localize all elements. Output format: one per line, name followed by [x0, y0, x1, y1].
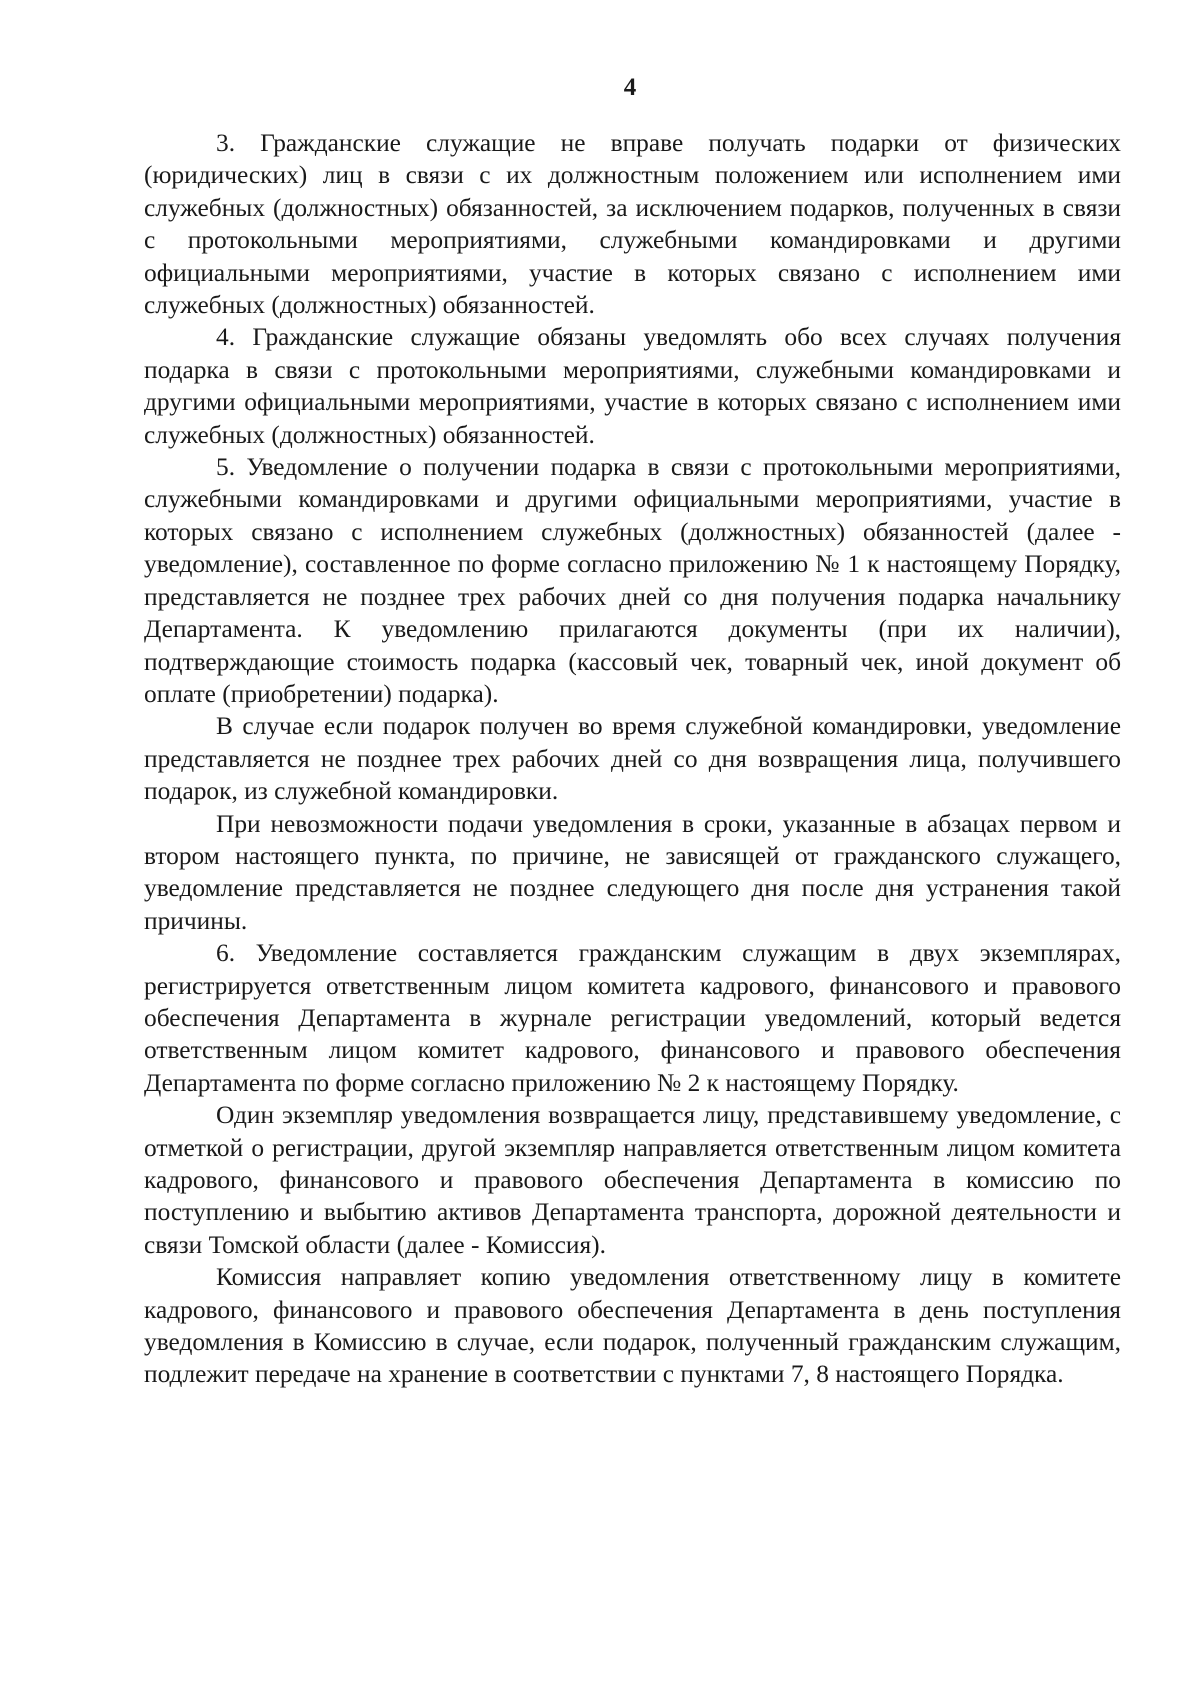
paragraph-item-6-commission: Комиссия направляет копию уведомления ответственному лицу в комитете кадрового, финансового и правового обеспечения Департамента в день поступления уведомления в Комиссию в случае, если подарок, полученный гражданским служащим, подлежит передаче на хранение в соответствии с пунктами 7, 8 настоящего Порядка.: [144, 1263, 1121, 1389]
paragraph-item-6: 6. Уведомление составляется гражданским служащим в двух экземплярах, регистрируется ответственным лицом комитета кадрового, финансового и правового обеспечения Департамента в журнале регистрации уведомлений, который ведется ответственным лицом комитет кадрового, финансового и правового обеспечения Департамента по форме согласно приложению № 2 к настоящему Порядку.: [144, 939, 1121, 1097]
paragraph-item-5-impossibility: При невозможности подачи уведомления в сроки, указанные в абзацах первом и втором настоящего пункта, по причине, не зависящей от гражданского служащего, уведомление представляется не позднее следующего дня после дня устранения такой причины.: [144, 809, 1121, 935]
paragraph-item-6-copies: Один экземпляр уведомления возвращается лицу, представившему уведомление, с отметкой о регистрации, другой экземпляр направляется ответственным лицом комитета кадрового, финансового и правового обеспечения Департамента в комиссию по поступлению и выбытию активов Департамента транспорта, дорожной деятельности и связи Томской области (далее - Комиссия).: [144, 1101, 1121, 1259]
paragraph-item-3: 3. Гражданские служащие не вправе получать подарки от физических (юридических) лиц в связи с их должностным положением или исполнением ими служебных (должностных) обязанностей, за исключением подарков, полученных в связи с протокольными мероприятиями, служебными командировками и другими официальными мероприятиями, участие в которых связано с исполнением ими служебных (должностных) обязанностей.: [144, 129, 1121, 320]
paragraph-item-5-business-trip: В случае если подарок получен во время служебной командировки, уведомление представляется не позднее трех рабочих дней со дня возвращения лица, получившего подарок, из служебной командировки.: [144, 712, 1121, 806]
page-number: 4: [623, 74, 637, 101]
paragraph-item-4: 4. Гражданские служащие обязаны уведомлять обо всех случаях получения подарка в связи с протокольными мероприятиями, служебными командировками и другими официальными мероприятиями, участие в которых связано с исполнением ими служебных (должностных) обязанностей.: [144, 323, 1121, 449]
document-body: [144, 127, 1121, 1391]
paragraph-item-5: 5. Уведомление о получении подарка в связи с протокольными мероприятиями, служебными командировками и другими официальными мероприятиями, участие в которых связано с исполнением служебных (должностных) обязанностей (далее - уведомление), составленное по форме согласно приложению № 1 к настоящему Порядку, представляется не позднее трех рабочих дней со дня получения подарка начальнику Департамента. К уведомлению прилагаются документы (при их наличии), подтверждающие стоимость подарка (кассовый чек, товарный чек, иной документ об оплате (приобретении) подарка).: [144, 453, 1121, 708]
